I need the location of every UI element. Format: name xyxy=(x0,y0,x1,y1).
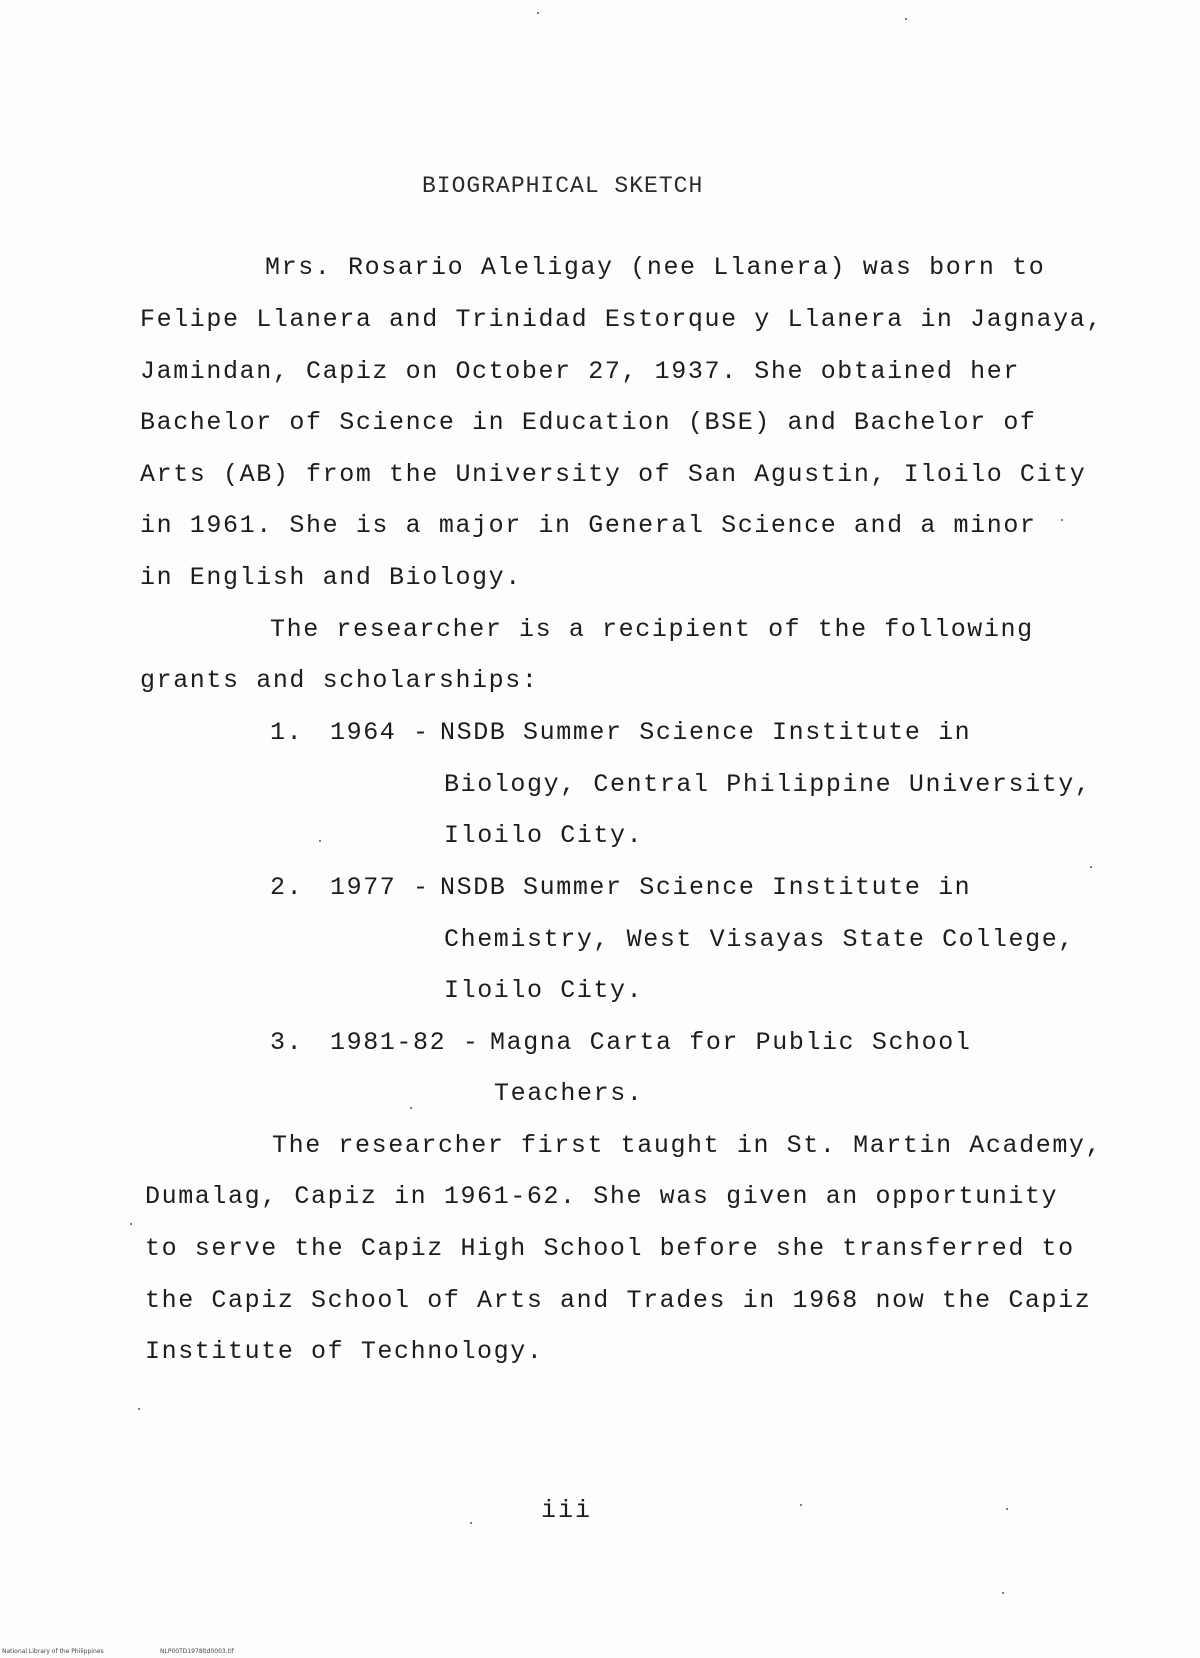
scan-speck xyxy=(1006,1508,1008,1510)
grant-number: 3. xyxy=(270,1028,304,1057)
grant-line: Iloilo City. xyxy=(444,976,644,1005)
paragraph-line: Jamindan, Capiz on October 27, 1937. She obtained her xyxy=(140,357,1020,386)
scan-speck xyxy=(138,1408,140,1410)
grant-line: Biology, Central Philippine University, xyxy=(444,770,1092,799)
page-title: BIOGRAPHICAL SKETCH xyxy=(422,173,704,199)
grant-year: 1964 - xyxy=(330,718,430,747)
paragraph-line: to serve the Capiz High School before she transferred to xyxy=(145,1234,1075,1263)
paragraph-line: Arts (AB) from the University of San Agustin, Iloilo City xyxy=(140,460,1087,489)
footer-filename: NLP00TD1978ltd0003.tif xyxy=(160,1648,234,1655)
grant-line: Teachers. xyxy=(494,1079,644,1108)
scan-speck xyxy=(800,1504,802,1506)
page-number: iii xyxy=(541,1496,593,1525)
paragraph-line: Institute of Technology. xyxy=(145,1337,544,1366)
grant-line: Iloilo City. xyxy=(444,821,644,850)
grant-year: 1977 - xyxy=(330,873,430,902)
scan-speck xyxy=(1002,1592,1004,1594)
paragraph-line: Felipe Llanera and Trinidad Estorque y Llanera in Jagnaya, xyxy=(140,305,1103,334)
paragraph-line: in 1961. She is a major in General Science and a minor xyxy=(140,511,1037,540)
grant-year: 1981-82 - xyxy=(330,1028,480,1057)
scan-speck xyxy=(470,1522,472,1524)
scan-speck xyxy=(1090,866,1092,868)
paragraph-line: Mrs. Rosario Aleligay (nee Llanera) was born to xyxy=(265,253,1046,282)
grant-line: NSDB Summer Science Institute in xyxy=(440,718,972,747)
scan-speck xyxy=(1061,519,1063,521)
scan-speck xyxy=(130,1223,132,1225)
footer-library: National Library of the Philippines xyxy=(2,1648,104,1655)
scan-speck xyxy=(410,1107,412,1109)
paragraph-line: Dumalag, Capiz in 1961-62. She was given an opportunity xyxy=(145,1182,1059,1211)
grant-line: Magna Carta for Public School xyxy=(490,1028,972,1057)
paragraph-line: Bachelor of Science in Education (BSE) and Bachelor of xyxy=(140,408,1037,437)
scan-speck xyxy=(905,18,907,20)
grant-number: 1. xyxy=(270,718,304,747)
paragraph-line: in English and Biology. xyxy=(140,563,522,592)
paragraph-line: grants and scholarships: xyxy=(140,666,539,695)
paragraph-line: The researcher first taught in St. Martin Academy, xyxy=(272,1131,1103,1160)
scan-speck xyxy=(319,840,321,842)
grant-line: NSDB Summer Science Institute in xyxy=(440,873,972,902)
scan-speck xyxy=(537,12,539,14)
grant-line: Chemistry, West Visayas State College, xyxy=(444,925,1075,954)
grant-number: 2. xyxy=(270,873,304,902)
paragraph-line: the Capiz School of Arts and Trades in 1968 now the Capiz xyxy=(145,1286,1092,1315)
paragraph-line: The researcher is a recipient of the following xyxy=(270,615,1034,644)
